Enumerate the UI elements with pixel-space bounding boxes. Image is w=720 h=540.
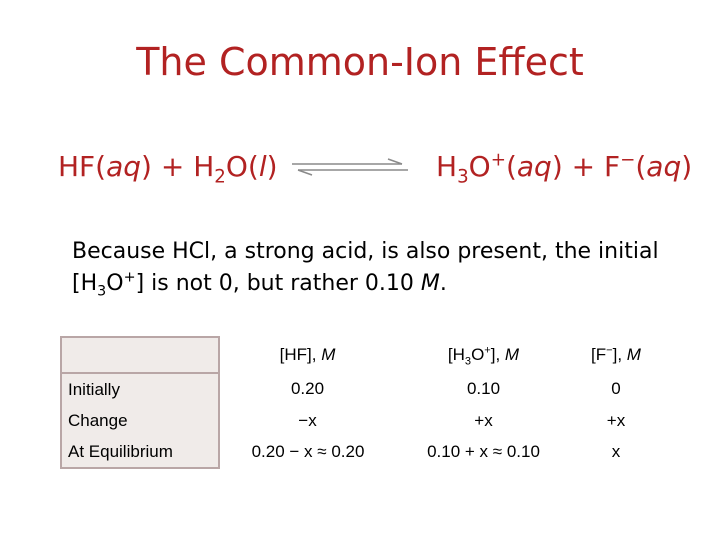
equation-products: $H_3O^+(aq) + F^-(aq)$ [436, 149, 693, 188]
table-cell: +x [474, 410, 493, 430]
table-row [61, 436, 661, 468]
table-cell: −x [298, 410, 317, 430]
equilibrium-arrow-icon [290, 158, 410, 178]
table-cell: +x [606, 410, 626, 430]
table-header-row [61, 337, 661, 373]
table-cell: 0.10 + x ≈ 0.10 [427, 442, 540, 461]
header-f: [F−], M [591, 344, 641, 364]
table-cell: 0.20 [290, 379, 325, 398]
header-blank-cell [61, 337, 219, 373]
table-cell: 0.20 − x ≈ 0.20 [251, 442, 365, 461]
row-label: Initially [61, 373, 219, 405]
header-hf: [HF], M [279, 345, 336, 364]
header-h3o: $[H_3O^+]$, M [447, 344, 520, 368]
table-cell: 0.10 [466, 379, 501, 398]
ice-table [60, 336, 662, 469]
table-cell: 0 [611, 379, 621, 398]
table-cell: x [611, 442, 621, 461]
row-label: At Equilibrium [61, 436, 219, 468]
equation-reactants: $HF(aq) + H_2O(l)$ [58, 150, 278, 188]
table-row [61, 373, 661, 405]
slide-title: The Common-Ion Effect [136, 40, 584, 84]
row-label: Change [61, 405, 219, 436]
explanation-text: Because HCl, a strong acid, is also present, the initial $[H_3O^+]$ is not 0, but rather 0.10 M. [72, 239, 659, 300]
table-row [61, 405, 661, 436]
